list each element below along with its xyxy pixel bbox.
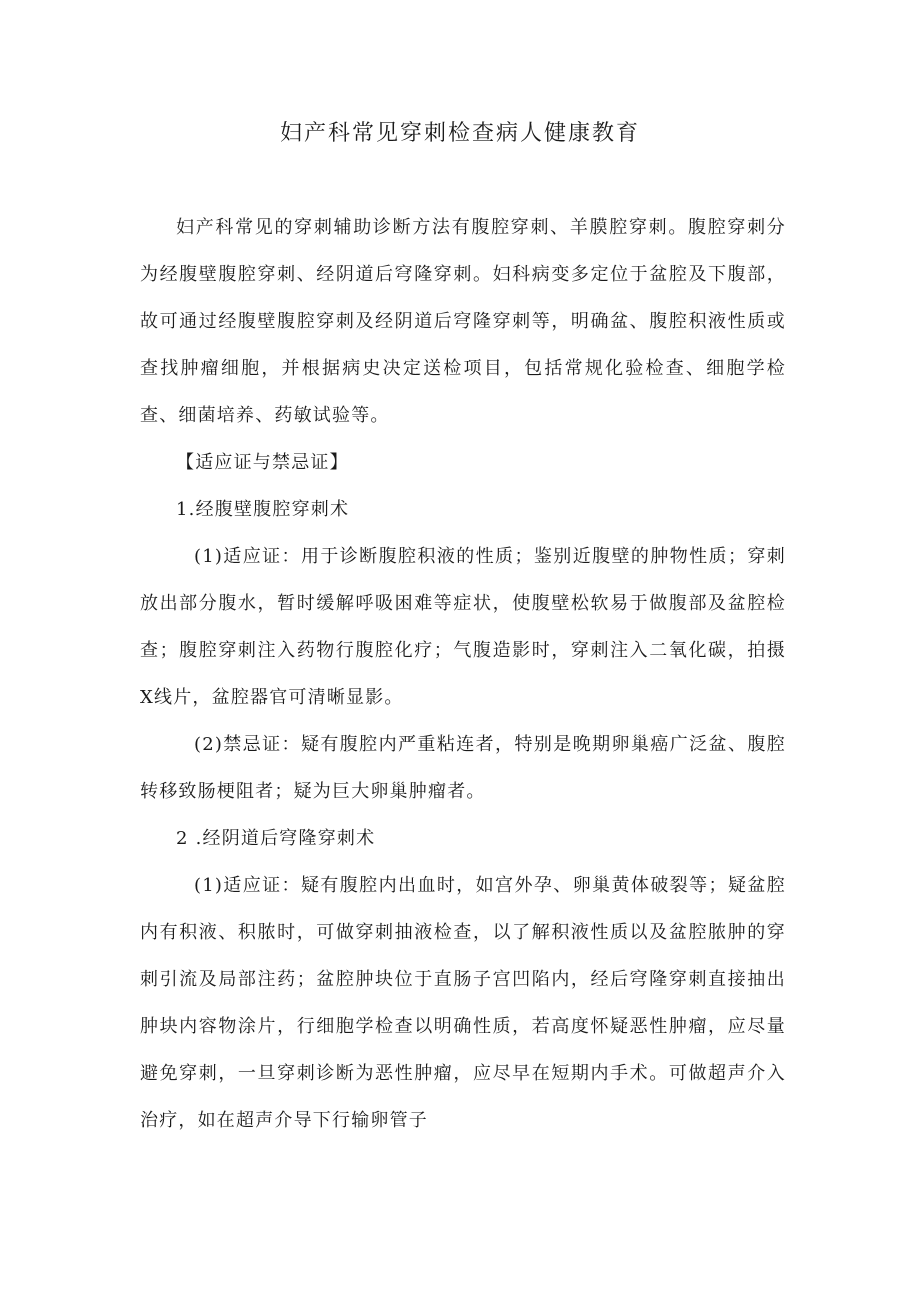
section-heading: 【适应证与禁忌证】 xyxy=(176,452,349,473)
document-body xyxy=(140,204,786,1144)
document-title: 妇产科常见穿刺检查病人健康教育 xyxy=(279,121,640,146)
subsection-heading-abdominal: 1.经腹壁腹腔穿刺术 xyxy=(176,499,350,520)
intro-paragraph: 妇产科常见的穿刺辅助诊断方法有腹腔穿刺、羊膜腔穿刺。腹腔穿刺分为经腹壁腹腔穿刺、经阴道后穹隆穿刺。妇科病变多定位于盆腔及下腹部，故可通过经腹壁腹腔穿刺及经阴道后穹隆穿刺等，明确盆、腹腔积液性质或查找肿瘤细胞，并根据病史决定送检项目，包括常规化验检查、细胞学检查、细菌培养、药敏试验等。 xyxy=(140,217,786,426)
indication-paragraph-vaginal: (1)适应证：疑有腹腔内出血时，如宫外孕、卵巢黄体破裂等；疑盆腔内有积液、积脓时，可做穿刺抽液检查，以了解积液性质以及盆腔脓肿的穿刺引流及局部注药；盆腔肿块位于直肠子宫凹陷内，经后穹隆穿刺直接抽出肿块内容物涂片，行细胞学检查以明确性质，若高度怀疑恶性肿瘤，应尽量避免穿刺，一旦穿刺诊断为恶性肿瘤，应尽早在短期内手术。可做超声介入治疗，如在超声介导下行输卵管子 xyxy=(140,875,786,1131)
indication-paragraph-abdominal: (1)适应证：用于诊断腹腔积液的性质；鉴别近腹壁的肿物性质；穿刺放出部分腹水，暂时缓解呼吸困难等症状，使腹壁松软易于做腹部及盆腔检查；腹腔穿刺注入药物行腹腔化疗；气腹造影时，穿刺注入二氧化碳，拍摄X线片，盆腔器官可清晰显影。 xyxy=(140,546,786,708)
subsection-heading-vaginal: 2 .经阴道后穹隆穿刺术 xyxy=(176,828,376,849)
contraindication-paragraph-abdominal: (2)禁忌证：疑有腹腔内严重粘连者，特别是晚期卵巢癌广泛盆、腹腔转移致肠梗阻者；疑为巨大卵巢肿瘤者。 xyxy=(140,734,786,802)
